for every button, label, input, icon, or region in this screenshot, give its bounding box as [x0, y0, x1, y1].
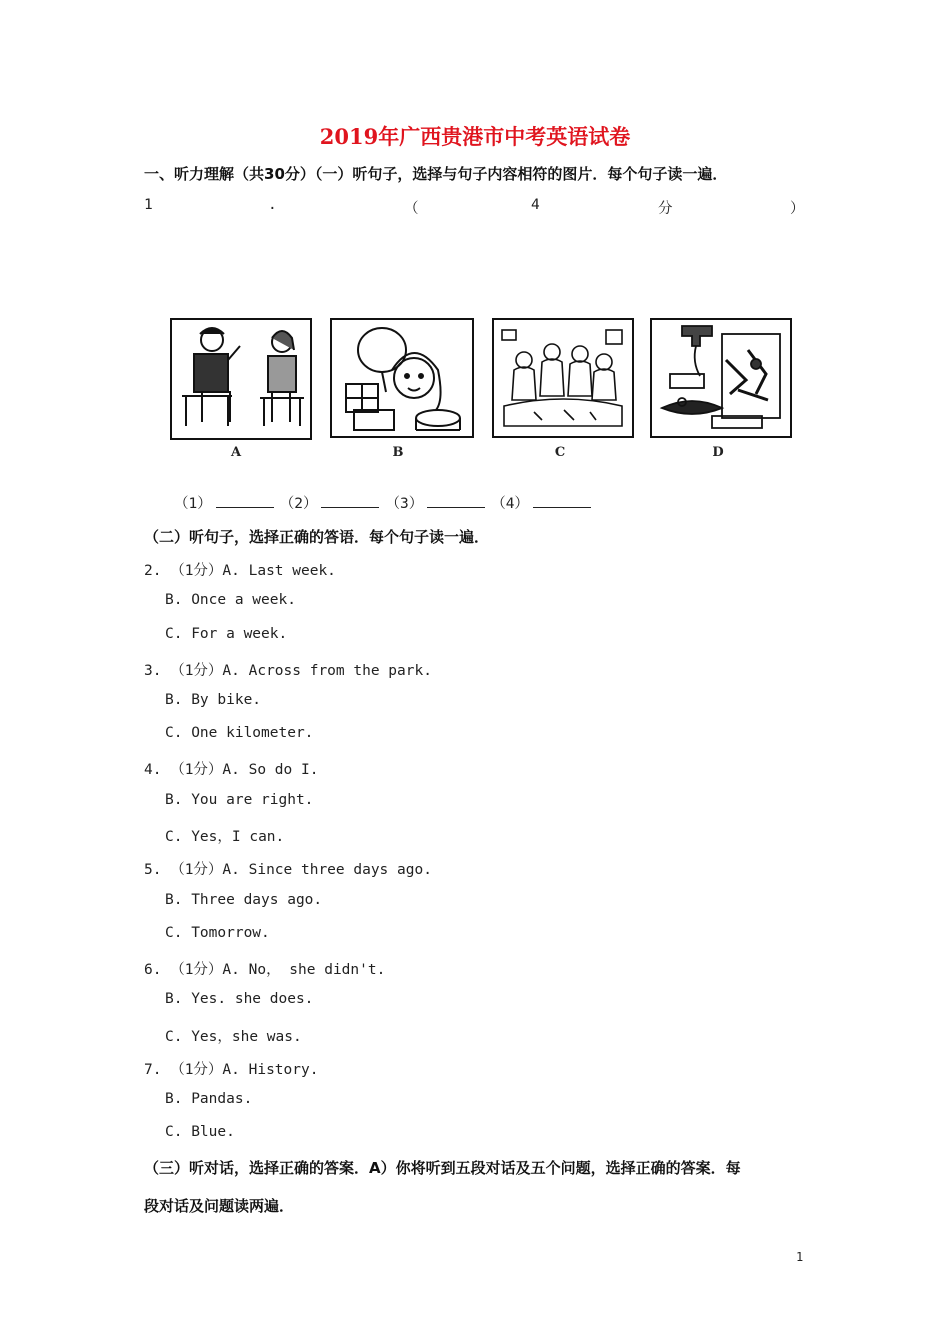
question-5-stem: 5. （1分）A. Since three days ago. — [144, 862, 432, 878]
question-2-stem: 2. （1分）A. Last week. — [144, 563, 336, 579]
water-pollution-illustration — [652, 320, 790, 436]
section1-header: 一、听力理解（共30分）（一）听句子，选择与句子内容相符的图片．每个句子读一遍． — [144, 165, 728, 183]
answer-slot-4: （4） — [491, 496, 529, 512]
q1-unit: 分 — [658, 201, 673, 217]
answer-blank-2[interactable] — [321, 495, 379, 508]
question-6-option-b: B. Yes. she does. — [165, 991, 314, 1007]
question-7-stem: 7. （1分）A. History. — [144, 1062, 319, 1078]
section3-header-line1: （三）听对话，选择正确的答案．A）你将听到五段对话及五个问题，选择正确的答案．每 — [144, 1159, 741, 1177]
section3-header-line2: 段对话及问题读两遍． — [144, 1197, 295, 1215]
two-people-talking-illustration — [172, 320, 310, 438]
q1-rparen: ） — [790, 201, 805, 217]
picture-c-label: C — [554, 445, 566, 460]
question-4-option-c: C. Yes，I can. — [165, 829, 285, 845]
question-2-option-b: B. Once a week. — [165, 592, 296, 608]
question-3-stem: 3. （1分）A. Across from the park. — [144, 663, 432, 679]
question-2-option-c: C. For a week. — [165, 626, 288, 642]
answer-slot-3: （3） — [385, 496, 424, 512]
q1-lparen: （ — [404, 201, 419, 217]
page-number: 1 — [796, 1250, 804, 1264]
answer-slot-2: （2） — [279, 496, 318, 512]
answer-blanks-row — [174, 492, 597, 513]
question-6-option-c: C. Yes，she was. — [165, 1029, 302, 1045]
question-7-option-b: B. Pandas. — [165, 1091, 253, 1107]
question-5-option-c: C. Tomorrow. — [165, 925, 270, 941]
picture-d — [650, 318, 792, 438]
question-4-stem: 4. （1分）A. So do I. — [144, 762, 319, 778]
picture-b — [330, 318, 474, 438]
picture-d-label: D — [712, 445, 724, 460]
question-5-option-b: B. Three days ago. — [165, 892, 323, 908]
question-6-stem: 6. （1分）A. No， she didn't. — [144, 962, 386, 978]
picture-a — [170, 318, 312, 440]
picture-a-label: A — [230, 445, 242, 460]
answer-blank-4[interactable] — [533, 495, 591, 508]
answer-blank-1[interactable] — [216, 495, 274, 508]
group-gathering-illustration — [494, 320, 632, 436]
answer-blank-3[interactable] — [427, 495, 485, 508]
question-7-option-c: C. Blue. — [165, 1124, 235, 1140]
question-3-option-b: B. By bike. — [165, 692, 262, 708]
picture-c — [492, 318, 634, 438]
picture-b-label: B — [392, 445, 404, 460]
question-3-option-c: C. One kilometer. — [165, 725, 314, 741]
exam-title: 2019年广西贵港市中考英语试卷 — [319, 124, 631, 149]
section2-header: （二）听句子，选择正确的答语．每个句子读一遍． — [144, 528, 490, 546]
birthday-girl-illustration — [332, 320, 472, 436]
question-4-option-b: B. You are right. — [165, 792, 314, 808]
answer-slot-1: （1） — [174, 496, 212, 512]
q1-number: 1 — [144, 197, 153, 213]
q1-dot: . — [268, 197, 277, 213]
q1-points: 4 — [531, 197, 540, 213]
